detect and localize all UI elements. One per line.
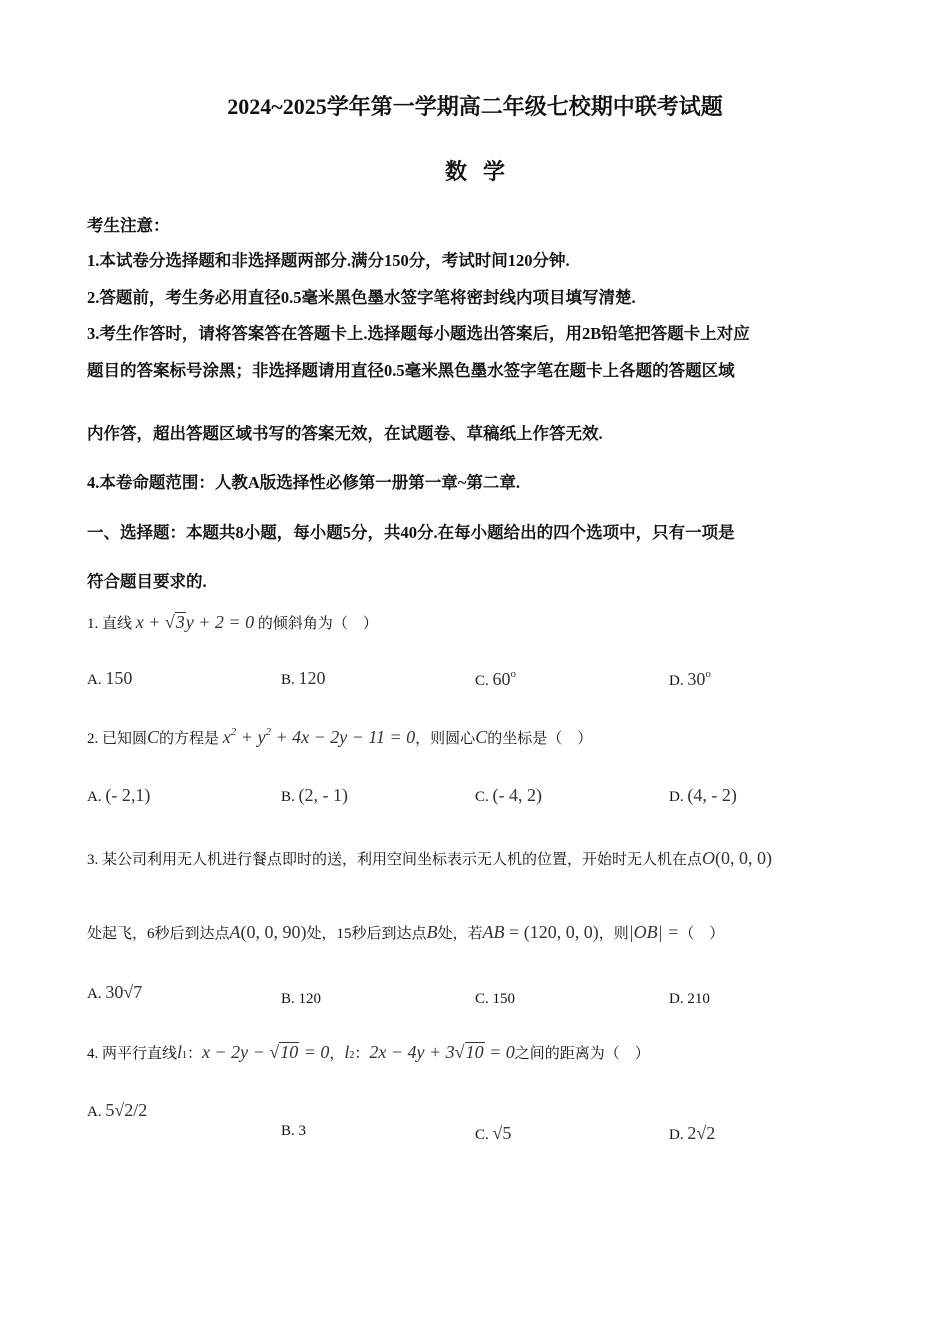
q2-option-b[interactable]: B. (2, - 1) [281, 785, 348, 805]
q2-equation: $x^2 + y^2 + 4x - 2y - 11 = 0$ [222, 726, 416, 747]
q1-option-a[interactable]: A. 150 [87, 668, 133, 688]
q2-option-a[interactable]: A. (- 2,1) [87, 785, 151, 805]
exam-title: 2024~2025学年第一学期高二年级七校期中联考试题 [227, 94, 723, 119]
q3-option-d[interactable]: D. 210 [669, 991, 710, 1007]
question-4-stem: 4. 两平行直线l1：x − 2y − √10 = 0，l2：2x − 4y + 3√10 = 0之间的距离为（ ） [87, 1042, 650, 1062]
q3-option-a[interactable]: A. 30√7 [87, 982, 143, 1002]
section-heading-line1: 一、选择题：本题共8小题，每小题5分，共40分.在每小题给出的四个选项中，只有一项是 [87, 523, 735, 542]
q3-option-c[interactable]: C. 150 [475, 991, 516, 1007]
question-2-stem: 2. 已知圆C的方程是 $x^2 + y^2 + 4x - 2y - 11 = 0$，则圆心C的坐标是（ ） [87, 726, 593, 747]
q4-option-c[interactable]: C. √5 [475, 1123, 512, 1143]
q3-option-b[interactable]: B. 120 [281, 991, 322, 1007]
notice-item-4: 4.本卷命题范围：人教A版选择性必修第一册第一章~第二章. [87, 473, 520, 492]
notice-item-3b: 题目的答案标号涂黑；非选择题请用直径0.5毫米黑色墨水签字笔在题卡上各题的答题区域 [87, 361, 735, 380]
subject-title: 数学 [444, 159, 521, 184]
notice-heading: 考生注意： [87, 216, 170, 235]
q1-option-b[interactable]: B. 120 [281, 668, 326, 688]
section-heading-line2: 符合题目要求的. [87, 572, 207, 591]
q2-option-d[interactable]: D. (4, - 2) [669, 785, 737, 805]
question-1-stem: 1. 直线 x + √3y + 2 = 0 的倾斜角为（ ） [87, 612, 378, 632]
notice-item-3c: 内作答，超出答题区域书写的答案无效，在试题卷、草稿纸上作答无效. [87, 424, 603, 443]
question-3-stem-line2: 处起飞，6秒后到达点A(0, 0, 90)处，15秒后到达点B处，若AB = (120, 0, 0)，则|OB| =（ ） [87, 922, 725, 942]
q1-option-d[interactable]: D. 30$^o$ [669, 668, 711, 689]
question-3-stem-line1: 3. 某公司利用无人机进行餐点即时的送，利用空间坐标表示无人机的位置，开始时无人机在点O(0, 0, 0) [87, 848, 773, 868]
notice-item-1: 1.本试卷分选择题和非选择题两部分.满分150分，考试时间120分钟. [87, 251, 570, 270]
notice-item-2: 2.答题前，考生务必用直径0.5毫米黑色墨水签字笔将密封线内项目填写清楚. [87, 288, 636, 307]
q1-option-c[interactable]: C. 60$^o$ [475, 668, 517, 689]
q1-equation: x + √3y + 2 = 0 [135, 612, 255, 632]
notice-item-3a: 3.考生作答时，请将答案答在答题卡上.选择题每小题选出答案后，用2B铅笔把答题卡上对应 [87, 324, 750, 343]
q4-option-b[interactable]: B. 3 [281, 1123, 307, 1139]
q4-option-d[interactable]: D. 2√2 [669, 1123, 716, 1143]
q4-option-a[interactable]: A. 5√2/2 [87, 1100, 148, 1120]
q2-option-c[interactable]: C. (- 4, 2) [475, 785, 542, 805]
